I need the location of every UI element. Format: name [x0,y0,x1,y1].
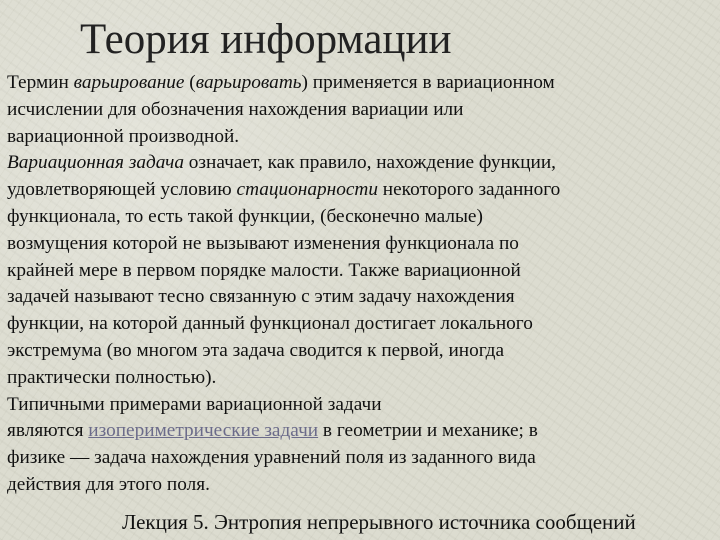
text-run: являются [7,420,89,442]
term-varirovanie: варьирование [73,72,185,93]
term-stationarity: стационарности [236,179,378,201]
slide-footer: Лекция 5. Энтропия непрерывного источника сообщений [122,510,636,534]
isoperimetric-problems-link[interactable]: изопериметрические задачи [88,420,319,442]
body-line: возмущения которой не вызывают изменения функционала по [7,232,519,254]
term-varirovat: варьировать [195,72,302,93]
body-line: практически полностью). [7,366,217,388]
body-line: вариационной производной. [7,125,240,147]
body-line: экстремума (во многом эта задача сводится к первой, иногда [7,339,505,361]
text-run: в геометрии и механике; в [318,420,538,442]
body-line: исчислении для обозначения нахождения вариации или [7,98,464,120]
text-run: некоторого заданного [377,179,561,201]
body-line [7,150,712,177]
text-run: ( [184,72,196,93]
body-line: функционала, то есть такой функции, (бесконечно малые) [7,205,483,227]
body-line [7,418,712,445]
slide-body [7,70,712,499]
body-line: функции, на которой данный функционал достигает локального [7,313,533,335]
text-run: означает, как правило, нахождение функции, [183,152,557,174]
body-line: Типичными примерами вариационной задачи [7,393,382,415]
body-line: действия для этого поля. [7,473,210,495]
text-run: ) применяется в вариационном [301,72,555,93]
body-line [7,70,712,97]
body-line: задачей называют тесно связанную с этим задачу нахождения [7,286,515,308]
text-run: удовлетворяющей условию [7,179,237,201]
term-variational-problem: Вариационная задача [7,152,184,174]
body-line: крайней мере в первом порядке малости. Также вариационной [7,259,521,281]
body-line: физике — задача нахождения уравнений поля из заданного вида [7,447,536,469]
text-run: Термин [7,72,74,93]
slide-title: Теория информации [80,16,452,63]
body-line [7,177,712,204]
